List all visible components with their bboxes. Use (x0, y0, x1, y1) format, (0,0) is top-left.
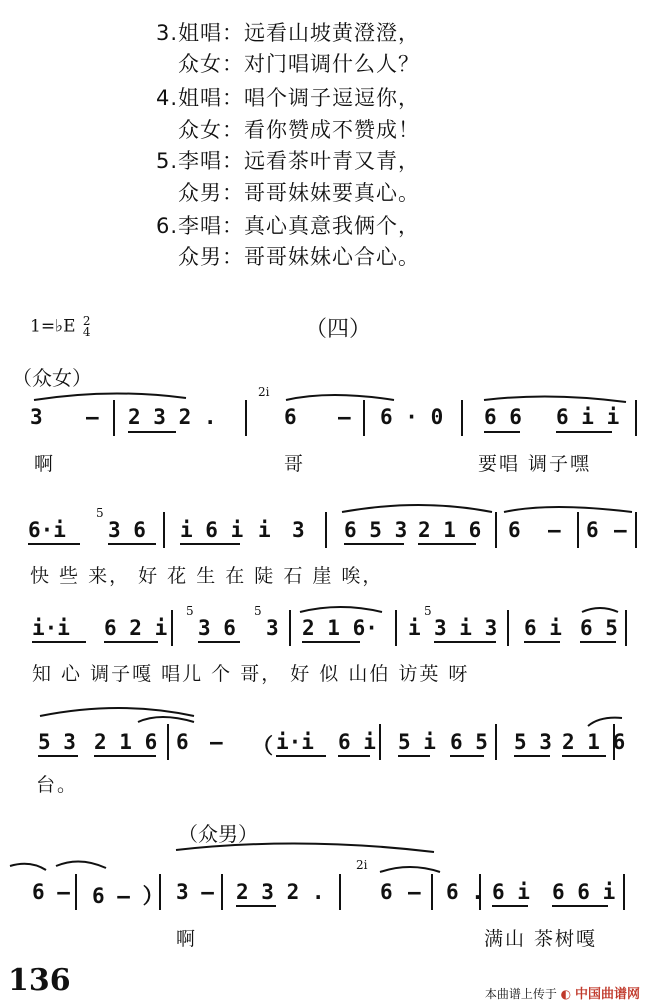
note: 6 i (524, 616, 562, 640)
note: 3 6 (198, 616, 236, 640)
grace-note: 2i (356, 858, 368, 872)
note: 6 5 (450, 730, 488, 754)
lyric: 知 心 调子嘎 唱儿 个 哥， 好 似 山伯 访英 呀 (32, 663, 470, 685)
note: 6 (508, 518, 521, 542)
note: – (86, 405, 99, 429)
note: i (408, 616, 421, 640)
lyric: 哥 (284, 453, 306, 475)
note: 6 (380, 880, 393, 904)
lyric: 要唱 调子嘿 (478, 453, 592, 475)
note: 2 3 2 . (236, 880, 325, 904)
verse-line: 6.李唱：真心真意我俩个， (155, 214, 420, 238)
note: 6 i (338, 730, 376, 754)
note: 5 3 (38, 730, 76, 754)
verse-line: 4.姐唱：唱个调子逗逗你， (155, 86, 420, 110)
note: – (338, 405, 351, 429)
part-label-female: （众女） (12, 366, 92, 390)
note: 6 5 3 (344, 518, 408, 542)
note: – (614, 518, 627, 542)
verse-line: 众男：哥哥妹妹心合心。 (178, 245, 420, 269)
note: 6 (284, 405, 297, 429)
grace-note: 2i (258, 385, 270, 399)
grace-note: 5 (254, 604, 262, 618)
note: 5 3 (514, 730, 552, 754)
note: 2 1 6· (302, 616, 378, 640)
note: 6 i i (556, 405, 620, 429)
verse-line: 众女：看你赞成不赞成！ (178, 118, 420, 142)
note: 3 – (176, 880, 214, 904)
note: – (210, 730, 223, 754)
note: 6 2 i (104, 616, 168, 640)
note: 3 6 (108, 518, 146, 542)
grace-note: 5 (96, 506, 104, 520)
note: 6 5 (580, 616, 618, 640)
note: 3 (266, 616, 279, 640)
note: 6 . (446, 880, 484, 904)
note: 3 i 3 (434, 616, 498, 640)
note: i (258, 518, 271, 542)
note: 6 i (492, 880, 530, 904)
note: 6 (586, 518, 599, 542)
note: 2 1 6 (562, 730, 626, 754)
lyric: 快 些 来， 好 花 生 在 陡 石 崖 唉， (30, 565, 384, 587)
note: i 6 i (180, 518, 244, 542)
time-signature: 2 4 (82, 314, 91, 339)
note: 5 i (398, 730, 436, 754)
note: 3 (30, 405, 43, 429)
part-label-male: （众男） (178, 822, 258, 846)
note: – (548, 518, 561, 542)
verse-line: 众女：对门唱调什么人？ (178, 52, 420, 76)
lyric: 啊 (34, 453, 56, 475)
lyric: 台。 (36, 774, 79, 796)
note: 6 6 i (552, 880, 616, 904)
note: i·i (32, 616, 70, 640)
verse-line: 3.姐唱：远看山坡黄澄澄， (155, 21, 420, 45)
note: – (408, 880, 421, 904)
verse-line: 5.李唱：远看茶叶青又青， (155, 149, 420, 173)
section-title: （四） (305, 317, 372, 342)
page-number: 136 (8, 963, 71, 998)
note: 6 (176, 730, 189, 754)
note: 6 – (32, 880, 70, 904)
note: （ (252, 734, 273, 758)
key-signature: 1=♭E 2 4 (30, 314, 91, 339)
lyric: 啊 (176, 928, 198, 950)
grace-note: 5 (186, 604, 194, 618)
note: 6 · 0 (380, 405, 444, 429)
note: 2 1 6 (94, 730, 158, 754)
note: 6 6 (484, 405, 522, 429)
lyric: 满山 茶树嘎 (484, 928, 598, 950)
grace-note: 5 (424, 604, 432, 618)
verse-line: 众男：哥哥妹妹要真心。 (178, 181, 420, 205)
note: i·i (276, 730, 314, 754)
note: 6 – ） (92, 884, 164, 908)
note: 2 3 2 . (128, 405, 217, 429)
note: 2 1 6 (418, 518, 482, 542)
note: 3 (292, 518, 305, 542)
site-logo-icon: ◐ (560, 987, 572, 1001)
note: 6·i (28, 518, 66, 542)
watermark: 本曲谱上传于 ◐ 中国曲谱网 (484, 987, 640, 1002)
